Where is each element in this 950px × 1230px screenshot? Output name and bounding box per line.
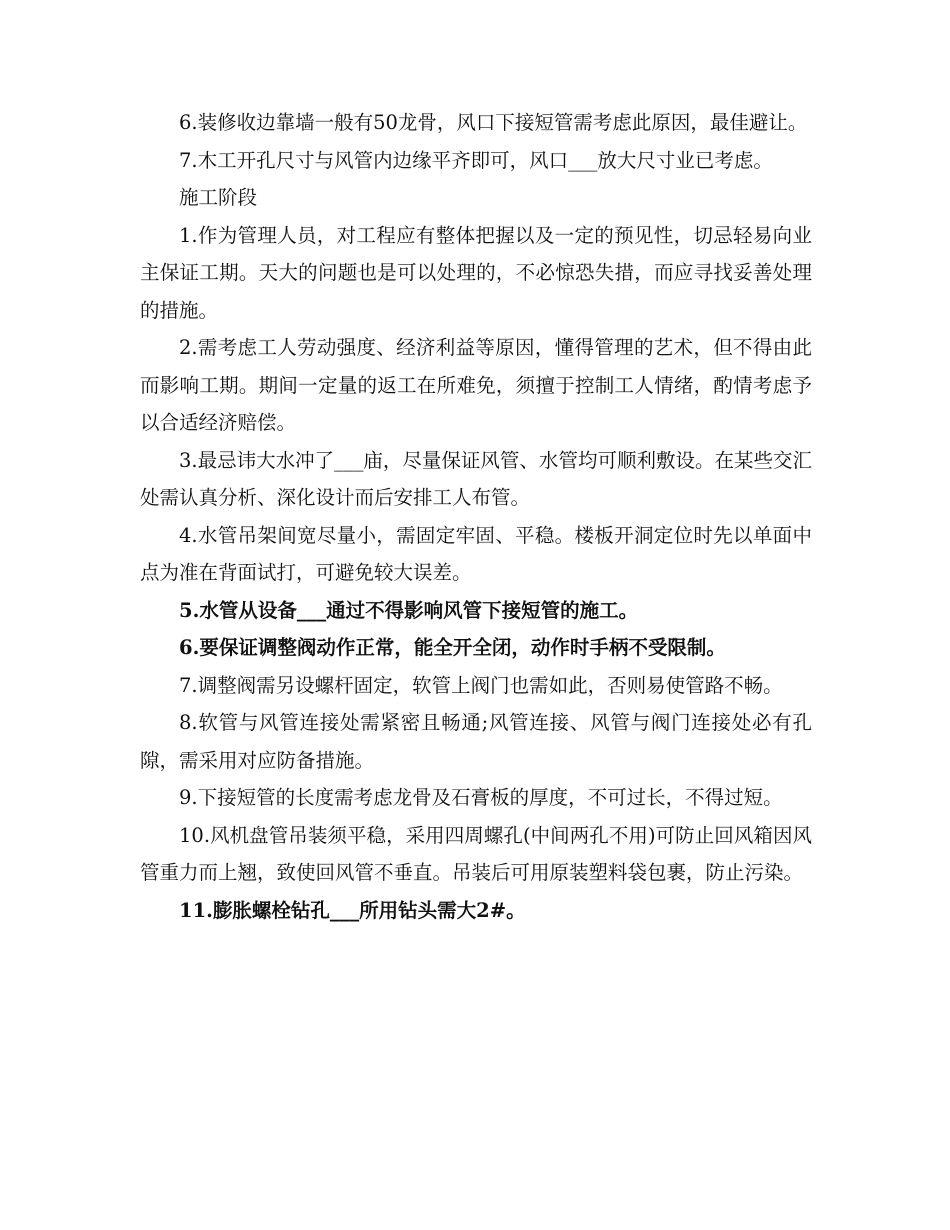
document-body (140, 104, 812, 929)
paragraph-item-10-fan-coil: 10.风机盘管吊装须平稳，采用四周螺孔(中间两孔不用)可防止回风箱因风管重力而上翘，致使回风管不垂直。吊装后可用原装塑料袋包裹，防止污染。 (140, 823, 812, 884)
paragraph-item-1-management: 1.作为管理人员，对工程应有整体把握以及一定的预见性，切忌轻易向业主保证工期。天大的问题也是可以处理的，不必惊恐失措，而应寻找妥善处理的措施。 (140, 223, 812, 322)
paragraph-item-9-short-pipe: 9.下接短管的长度需考虑龙骨及石膏板的厚度，不可过长，不得过短。 (179, 786, 783, 809)
section-heading-construction-stage: 施工阶段 (179, 186, 258, 209)
paragraph-item-6-damper: 6.要保证调整阀动作正常，能全开全闭，动作时手柄不受限制。 (179, 636, 726, 659)
paragraph-item-8-flex-duct: 8.软管与风管连接处需紧密且畅通;风管连接、风管与阀门连接处必有孔隙，需采用对应防备措施。 (140, 711, 812, 772)
paragraph-item-7-damper-rod: 7.调整阀需另设螺杆固定，软管上阀门也需如此，否则易使管路不畅。 (179, 673, 783, 697)
paragraph-item-7-carpentry-opening: 7.木工开孔尺寸与风管内边缘平齐即可，风口___放大尺寸业已考虑。 (179, 148, 773, 172)
paragraph-item-11-expansion-bolt: 11.膨胀螺栓钻孔___所用钻头需大2#。 (179, 898, 526, 922)
paragraph-item-6-edge-keel: 6.装修收边靠墙一般有50龙骨，风口下接短管需考虑此原因，最佳避让。 (179, 111, 808, 134)
paragraph-item-4-pipe-hangers: 4.水管吊架间宽尽量小，需固定牢固、平稳。楼板开洞定位时先以单面中点为准在背面试打，可避免较大误差。 (140, 523, 812, 584)
paragraph-item-3-pipe-routing: 3.最忌讳大水冲了___庙，尽量保证风管、水管均可顺利敷设。在某些交汇处需认真分析、深化设计而后安排工人布管。 (140, 448, 812, 509)
paragraph-item-5-water-pipe: 5.水管从设备___通过不得影响风管下接短管的施工。 (179, 598, 639, 622)
paragraph-item-2-labor: 2.需考虑工人劳动强度、经济利益等原因，懂得管理的艺术，但不得由此而影响工期。期间一定量的返工在所难免，须擅于控制工人情绪，酌情考虑予以合适经济赔偿。 (140, 336, 812, 434)
